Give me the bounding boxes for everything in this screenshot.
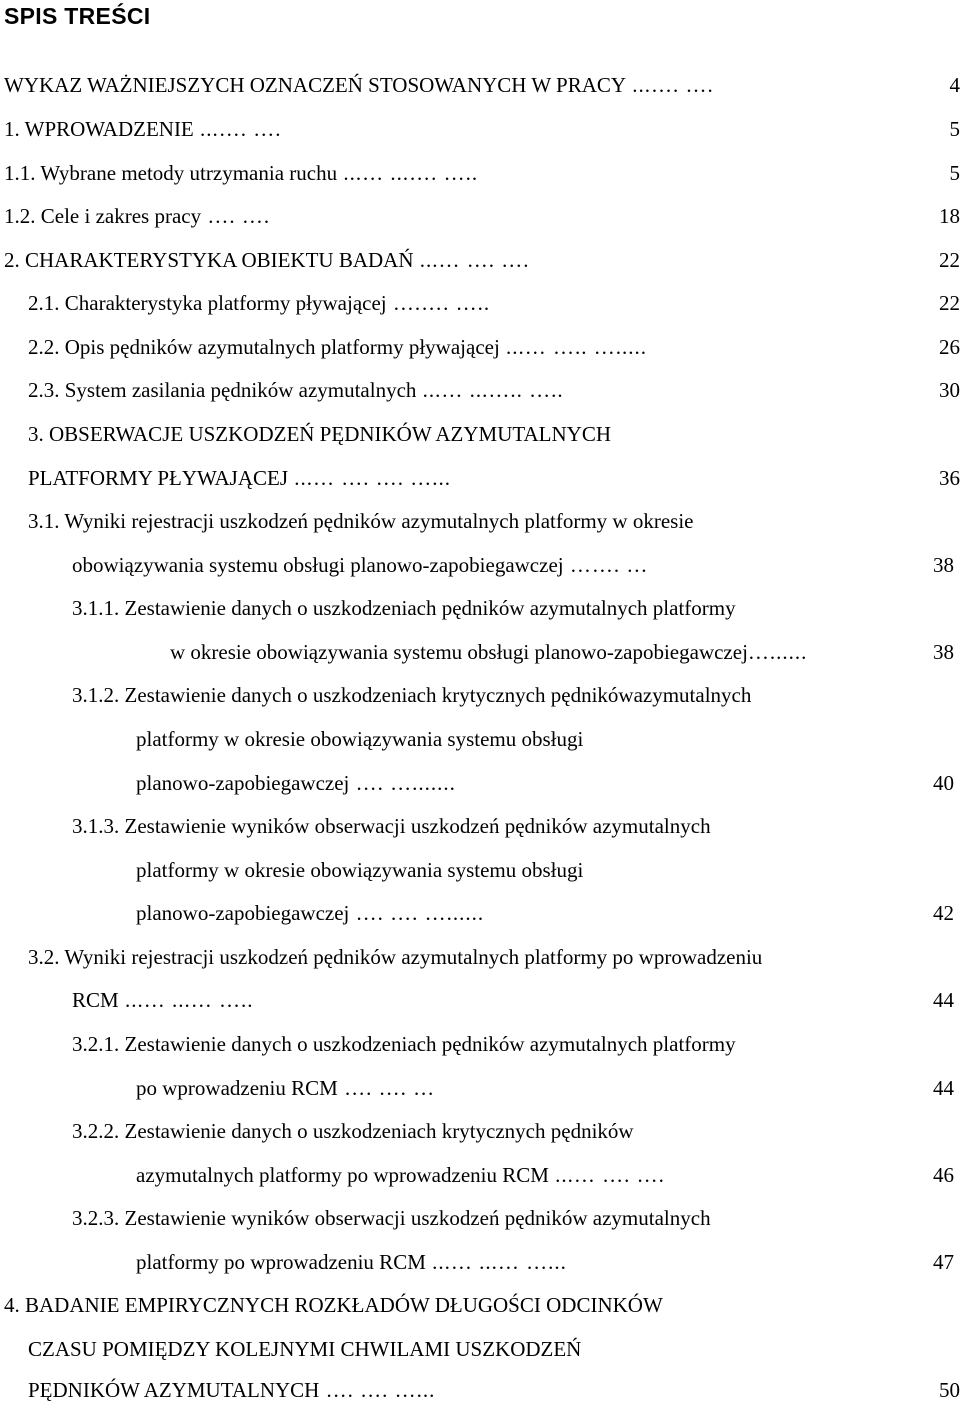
toc-entry-text: 1.2. Cele i zakres pracy bbox=[4, 204, 202, 228]
toc-entry-leader: ...… …. …. bbox=[548, 1163, 665, 1187]
toc-entry-page: 5 bbox=[949, 117, 960, 141]
toc-entry-leader: ….…. ….. bbox=[386, 291, 491, 315]
toc-entry-text: 3.2.3. Zestawienie wyników obserwacji uszkodzeń pędników azymutalnych bbox=[72, 1206, 711, 1230]
toc-entry-page: 38 bbox=[933, 640, 954, 664]
toc-entry-3-1-1 bbox=[72, 591, 960, 625]
toc-entry-3-1-cont bbox=[72, 548, 954, 582]
toc-entry-page: 18 bbox=[933, 204, 960, 228]
toc-entry-3-1-2 bbox=[72, 678, 960, 712]
toc-entry-leader: ...…. …. bbox=[193, 117, 282, 141]
toc-entry-4 bbox=[4, 1288, 960, 1322]
toc-entry-page: 22 bbox=[933, 248, 960, 272]
toc-entry-2 bbox=[4, 243, 960, 277]
toc-entry-text: 3.1. Wyniki rejestracji uszkodzeń pędników azymutalnych platformy w okresie bbox=[28, 509, 694, 533]
toc-entry-2-2 bbox=[28, 330, 960, 364]
toc-entry-text: 2. CHARAKTERYSTYKA OBIEKTU BADAŃ bbox=[4, 248, 414, 272]
toc-entry-3-2-3-cont bbox=[136, 1245, 954, 1279]
toc-entry-text: platformy po wprowadzeniu RCM bbox=[136, 1250, 426, 1274]
toc-entry-3-1-2-cont2 bbox=[136, 766, 954, 800]
toc-entry-text: 2.2. Opis pędników azymutalnych platformy pływającej bbox=[28, 335, 500, 359]
toc-entry-text: planowo-zapobiegawczej bbox=[136, 771, 350, 795]
toc-heading: SPIS TREŚCI bbox=[4, 3, 151, 29]
toc-entry-text: obowiązywania systemu obsługi planowo-zapobiegawczej bbox=[72, 553, 564, 577]
toc-entry-leader: …. …. …... bbox=[319, 1378, 436, 1402]
toc-entry-leader: …. …. bbox=[201, 204, 271, 228]
toc-entry-3-2-cont bbox=[72, 983, 954, 1017]
toc-entry-3-2-1 bbox=[72, 1027, 960, 1061]
toc-entry-3-1-2-cont bbox=[136, 722, 954, 756]
toc-entry-2-3 bbox=[28, 373, 960, 407]
toc-entry-leader: …...... bbox=[747, 640, 808, 664]
toc-entry-3-2-2 bbox=[72, 1114, 960, 1148]
toc-entry-4-cont bbox=[28, 1332, 960, 1366]
toc-entry-4-cont2 bbox=[28, 1373, 960, 1407]
toc-entry-page: 47 bbox=[933, 1250, 954, 1274]
toc-entry-text: 2.1. Charakterystyka platformy pływającej bbox=[28, 291, 387, 315]
toc-entry-leader: ...… ...… ….. bbox=[118, 988, 254, 1012]
toc-entry-text: planowo-zapobiegawczej bbox=[136, 901, 350, 925]
toc-entry-page: 36 bbox=[939, 466, 960, 490]
toc-entry-text: 3.1.2. Zestawienie danych o uszkodzeniach krytycznych pędnikówazymutalnych bbox=[72, 683, 752, 707]
toc-entry-leader: ...… ...…. ….. bbox=[337, 161, 479, 185]
toc-entry-3-1-1-cont bbox=[170, 635, 954, 669]
toc-entry-page: 50 bbox=[939, 1378, 960, 1402]
toc-entry-text: 3.1.1. Zestawienie danych o uszkodzeniach pędników azymutalnych platformy bbox=[72, 596, 736, 620]
toc-entry-text: 3.2. Wyniki rejestracji uszkodzeń pędników azymutalnych platformy po wprowadzeniu bbox=[28, 945, 763, 969]
toc-entry-page: 42 bbox=[933, 901, 954, 925]
toc-entry-3-2 bbox=[28, 940, 960, 974]
toc-entry-page: 44 bbox=[933, 988, 954, 1012]
toc-entry-text: PLATFORMY PŁYWAJĄCEJ bbox=[28, 466, 289, 490]
toc-entry-page: 26 bbox=[933, 335, 960, 359]
toc-entry-page: 30 bbox=[939, 378, 960, 402]
toc-entry-3-2-1-cont bbox=[136, 1071, 954, 1105]
toc-entry-1 bbox=[4, 112, 960, 146]
toc-entry-leader: ...… …. …. …... bbox=[288, 466, 452, 490]
toc-entry-3-2-3 bbox=[72, 1201, 960, 1235]
toc-entry-text: azymutalnych platformy po wprowadzeniu RCM bbox=[136, 1163, 549, 1187]
toc-entry-text: po wprowadzeniu RCM bbox=[136, 1076, 338, 1100]
toc-entry-text: 3.1.3. Zestawienie wyników obserwacji uszkodzeń pędników azymutalnych bbox=[72, 814, 711, 838]
toc-entry-2-1 bbox=[28, 286, 960, 320]
toc-entry-text: 2.3. System zasilania pędników azymutalnych bbox=[28, 378, 417, 402]
toc-entry-text: PĘDNIKÓW AZYMUTALNYCH bbox=[28, 1378, 320, 1402]
toc-entry-text: platformy w okresie obowiązywania systemu obsługi bbox=[136, 858, 584, 882]
toc-entry-3-1-3 bbox=[72, 809, 960, 843]
toc-entry-3-cont bbox=[28, 461, 960, 495]
toc-entry-leader: ...… ...… …... bbox=[425, 1250, 567, 1274]
toc-entry-leader: ……. … bbox=[563, 553, 649, 577]
toc-entry-page: 44 bbox=[927, 1076, 954, 1100]
toc-entry-text: 3.2.2. Zestawienie danych o uszkodzeniach krytycznych pędników bbox=[72, 1119, 634, 1143]
toc-entry-3-2-2-cont bbox=[136, 1158, 954, 1192]
toc-entry-text: platformy w okresie obowiązywania systemu obsługi bbox=[136, 727, 584, 751]
toc-entry-page: 46 bbox=[933, 1163, 954, 1187]
toc-entry-text: 3.2.1. Zestawienie danych o uszkodzeniach pędników azymutalnych platformy bbox=[72, 1032, 736, 1056]
toc-entry-leader: ...…. …. bbox=[626, 73, 714, 97]
toc-entry-list-of-symbols bbox=[4, 68, 960, 102]
toc-entry-1-2 bbox=[4, 199, 960, 233]
toc-entry-text: 1.1. Wybrane metody utrzymania ruchu bbox=[4, 161, 338, 185]
toc-entry-3-1 bbox=[28, 504, 960, 538]
toc-entry-leader: …. …....... bbox=[349, 771, 456, 795]
toc-entry-text: WYKAZ WAŻNIEJSZYCH OZNACZEŃ STOSOWANYCH W PRACY bbox=[4, 73, 627, 97]
toc-entry-text: CZASU POMIĘDZY KOLEJNYMI CHWILAMI USZKODZEŃ bbox=[28, 1337, 582, 1361]
toc-entry-page: 4 bbox=[949, 73, 960, 97]
toc-entry-text: 3. OBSERWACJE USZKODZEŃ PĘDNIKÓW AZYMUTALNYCH bbox=[28, 422, 612, 446]
toc-entry-leader: …. …. …...... bbox=[349, 901, 485, 925]
toc-entry-3-1-3-cont bbox=[136, 853, 954, 887]
toc-entry-page: 5 bbox=[949, 161, 960, 185]
toc-entry-page: 40 bbox=[933, 771, 954, 795]
toc-entry-leader: …. …. … bbox=[337, 1076, 436, 1100]
toc-entry-leader: ...… …. …. bbox=[413, 248, 530, 272]
toc-entry-page: 22 bbox=[939, 291, 960, 315]
toc-entry-text: RCM bbox=[72, 988, 119, 1012]
toc-entry-3 bbox=[28, 417, 960, 451]
toc-entry-leader: ...… ...….. ….. bbox=[416, 378, 564, 402]
toc-entry-leader: ...… ….. …..... bbox=[499, 335, 648, 359]
toc-entry-1-1 bbox=[4, 156, 960, 190]
toc-entry-text: 4. BADANIE EMPIRYCZNYCH ROZKŁADÓW DŁUGOŚCI ODCINKÓW bbox=[4, 1293, 663, 1317]
toc-entry-text: w okresie obowiązywania systemu obsługi planowo-zapobiegawczej bbox=[170, 640, 748, 664]
toc-entry-page: 38 bbox=[927, 553, 954, 577]
toc-entry-text: 1. WPROWADZENIE bbox=[4, 117, 194, 141]
toc-entry-3-1-3-cont2 bbox=[136, 896, 954, 930]
